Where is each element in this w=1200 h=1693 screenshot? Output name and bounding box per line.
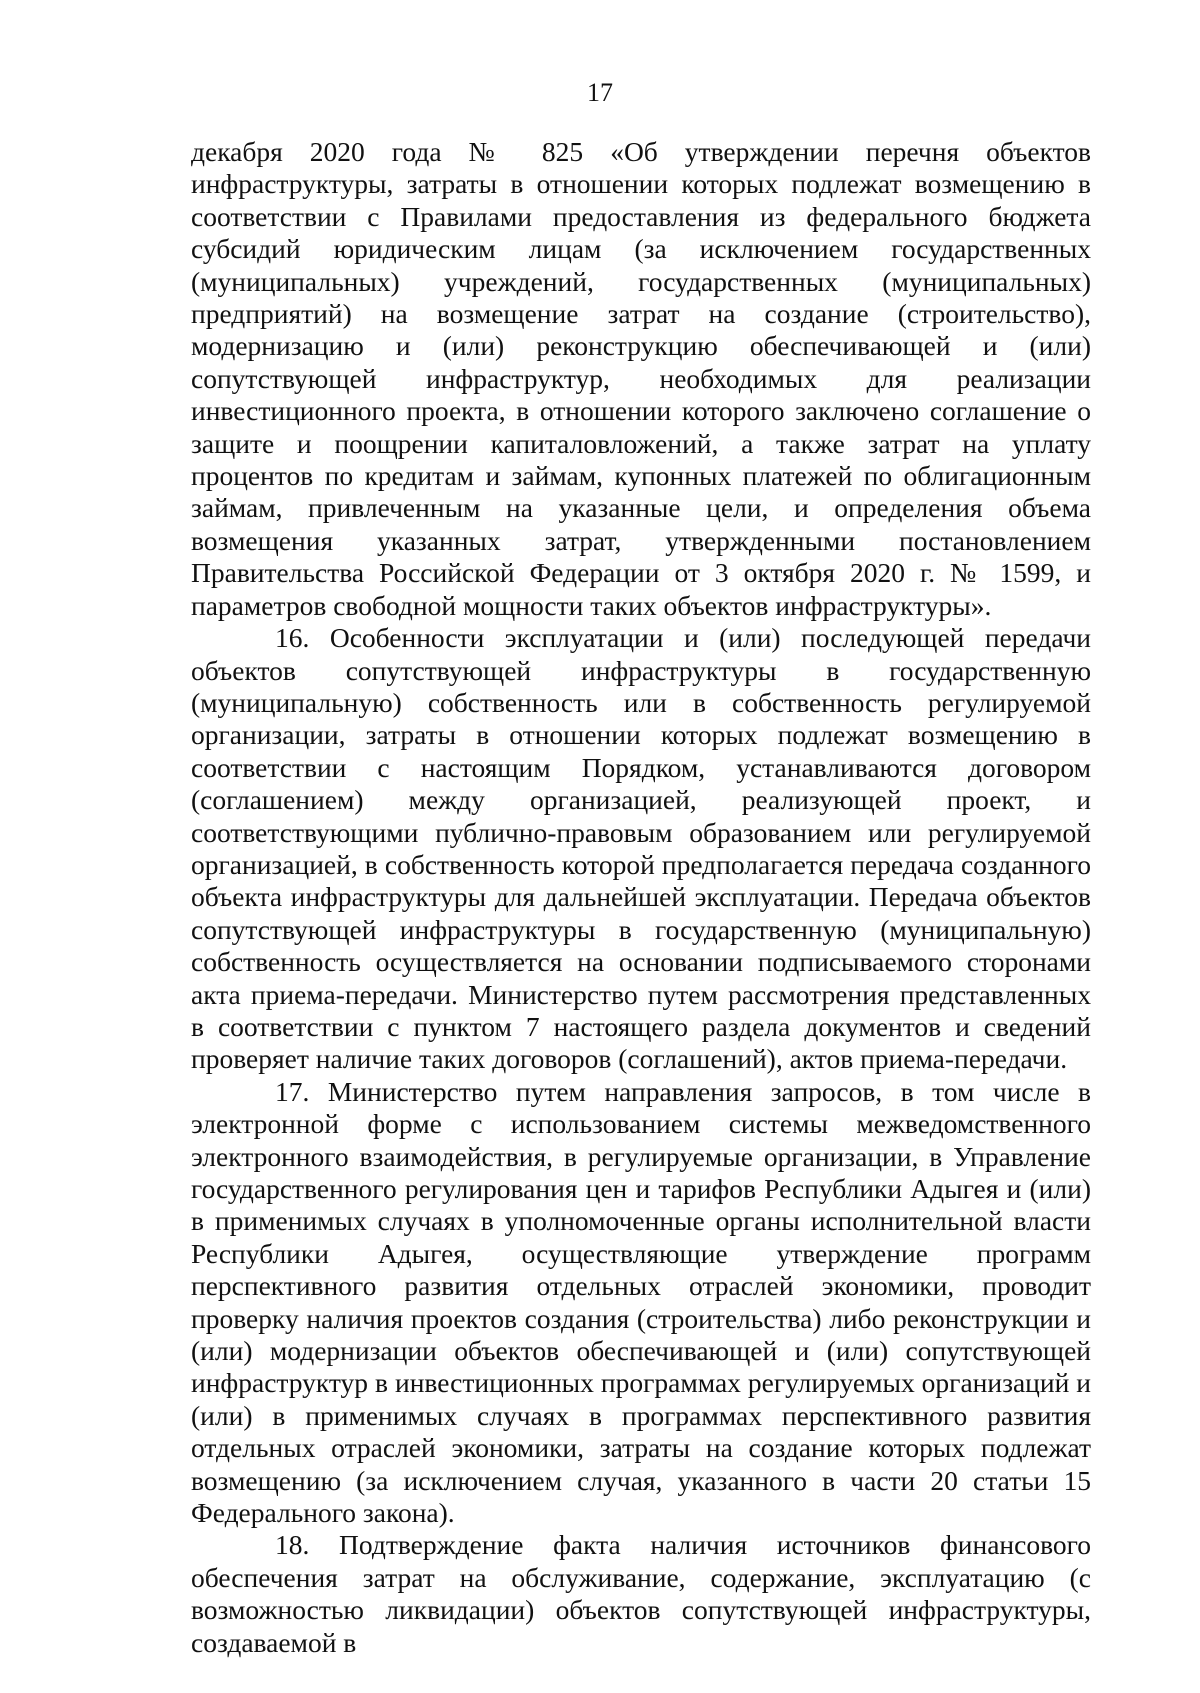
paragraph-continuation: декабря 2020 года № 825 «Об утверждении перечня объектов инфраструктуры, затраты в отношении которых подлежат возмещению в соответствии с Правилами предоставления из федерального бюджета субсидий юридическим лицам (за исключением государственных (муниципальных) учреждений, государственных (муниципальных) предприятий) на возмещение затрат на создание (строительство), модернизацию и (или) реконструкцию обеспечивающей и (или) сопутствующей инфраструктур, необходимых для реализации инвестиционного проекта, в отношении которого заключено соглашение о защите и поощрении капиталовложений, а также затрат на уплату процентов по кредитам и займам, купонных платежей по облигационным займам, привлеченным на указанные цели, и определения объема возмещения указанных затрат, утвержденными постановлением Правительства Российской Федерации от 3 октября 2020 г. № 1599, и параметров свободной мощности таких объектов инфраструктуры». — [191, 136, 1091, 621]
paragraph-clause-18: 18. Подтверждение факта наличия источников финансового обеспечения затрат на обслуживание, содержание, эксплуатацию (с возможностью ликвидации) объектов сопутствующей инфраструктуры, создаваемой в — [191, 1529, 1091, 1658]
paragraph-clause-17: 17. Министерство путем направления запросов, в том числе в электронной форме с использованием системы межведомственного электронного взаимодействия, в регулируемые организации, в Управление государственного регулирования цен и тарифов Республики Адыгея и (или) в применимых случаях в уполномоченные органы исполнительной власти Республики Адыгея, осуществляющие утверждение программ перспективного развития отдельных отраслей экономики, проводит проверку наличия проектов создания (строительства) либо реконструкции и (или) модернизации объектов обеспечивающей и (или) сопутствующей инфраструктур в инвестиционных программах регулируемых организаций и (или) в применимых случаях в программах перспективного развития отдельных отраслей экономики, затраты на создание которых подлежат возмещению (за исключением случая, указанного в части 20 статьи 15 Федерального закона). — [191, 1075, 1091, 1529]
document-body — [191, 136, 1091, 1659]
paragraph-clause-16: 16. Особенности эксплуатации и (или) последующей передачи объектов сопутствующей инфраструктуры в государственную (муниципальную) собственность или в собственность регулируемой организации, затраты в отношении которых подлежат возмещению в соответствии с настоящим Порядком, устанавливаются договором (соглашением) между организацией, реализующей проект, и соответствующими публично-правовым образованием или регулируемой организацией, в собственность которой предполагается передача созданного объекта инфраструктуры для дальнейшей эксплуатации. Передача объектов сопутствующей инфраструктуры в государственную (муниципальную) собственность осуществляется на основании подписываемого сторонами акта приема-передачи. Министерство путем рассмотрения представленных в соответствии с пунктом 7 настоящего раздела документов и сведений проверяет наличие таких договоров (соглашений), актов приема-передачи. — [191, 622, 1091, 1075]
page-number: 17 — [587, 78, 613, 107]
